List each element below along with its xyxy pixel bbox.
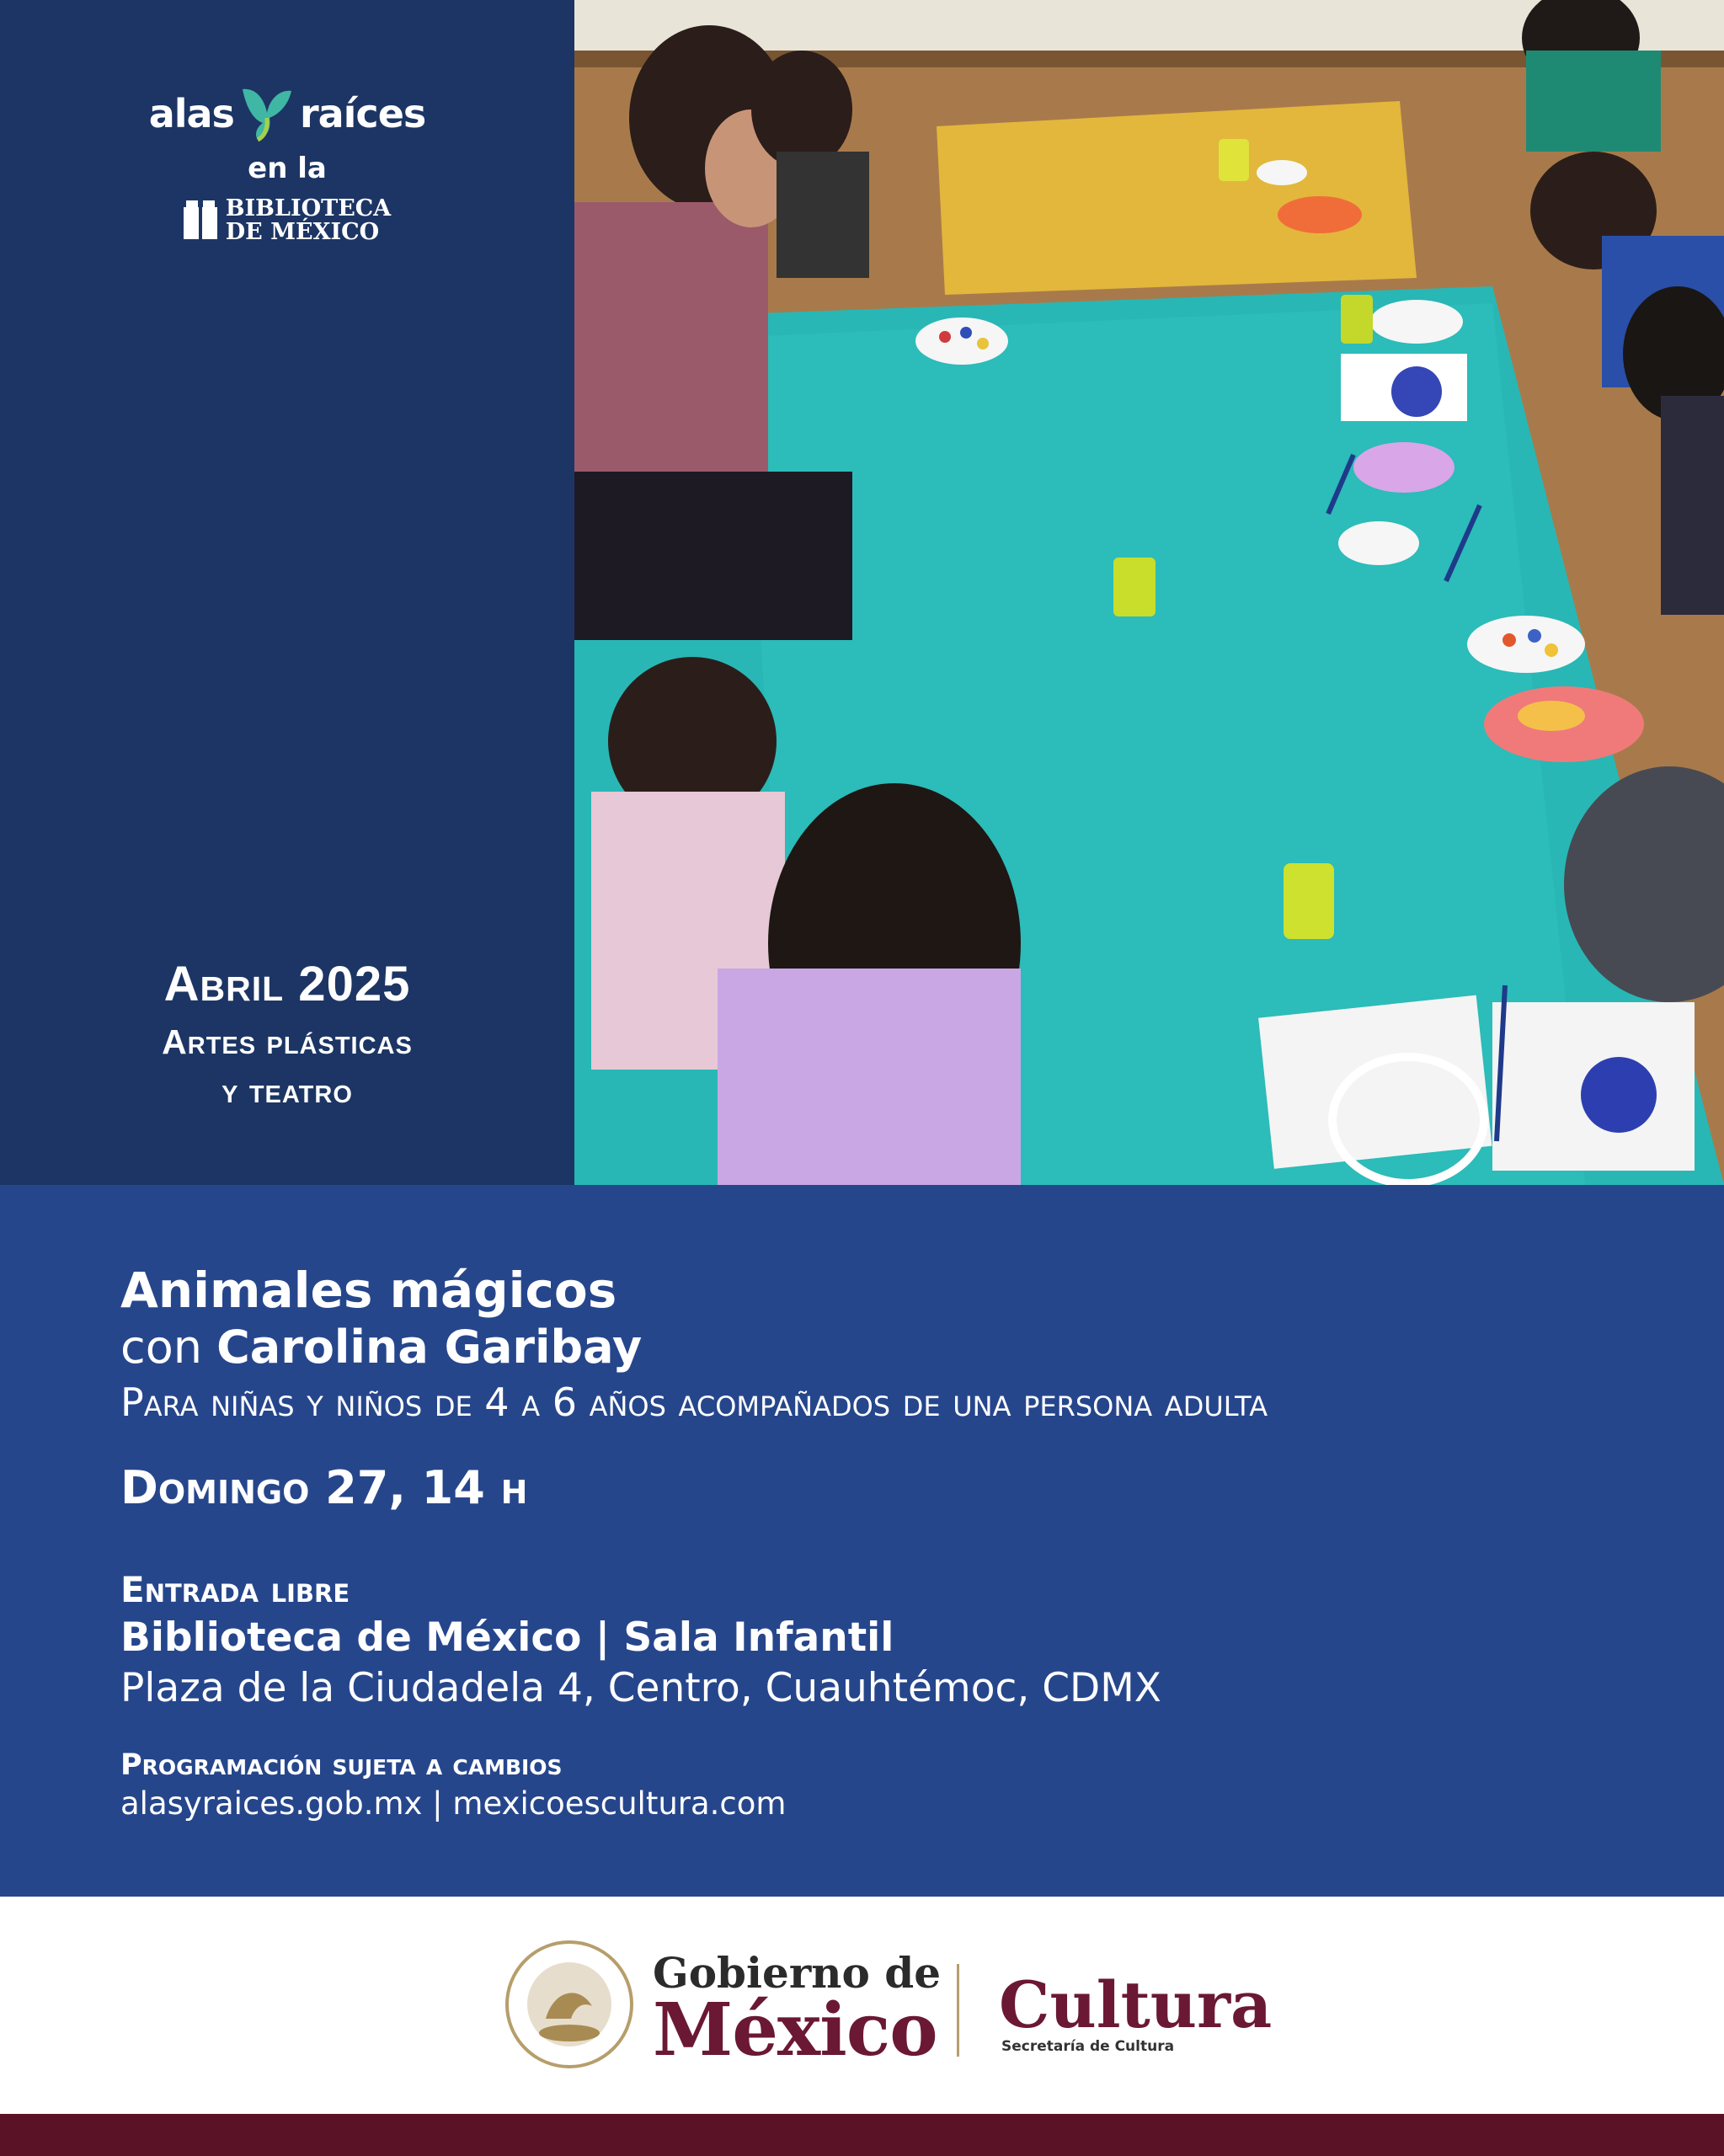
national-seal-icon xyxy=(504,1939,635,2070)
brand-panel xyxy=(0,0,574,1185)
biblioteca-de-mexico-logo xyxy=(184,197,392,244)
website-links[interactable]: alasyraices.gob.mx | mexicoescultura.com xyxy=(120,1785,787,1822)
cultura-logo xyxy=(999,1967,1273,2055)
bottom-bar xyxy=(0,2114,1724,2156)
presenter-name: Carolina Garibay xyxy=(216,1321,643,1374)
event-venue: Biblioteca de México | Sala Infantil xyxy=(120,1614,894,1661)
workshop-photo xyxy=(574,0,1724,1185)
event-date: Domingo 27, 14 h xyxy=(120,1461,528,1514)
footer xyxy=(0,1897,1724,2114)
schedule-note: Programación sujeta a cambios xyxy=(120,1748,563,1782)
program-caption xyxy=(0,956,574,1115)
gob-line-2: México xyxy=(653,1988,937,2073)
cultura-subtitle: Secretaría de Cultura xyxy=(1001,2038,1175,2055)
event-entry: Entrada libre xyxy=(120,1569,350,1610)
brand-block xyxy=(0,84,574,244)
library-line-2: DE MÉXICO xyxy=(225,219,380,245)
open-book-icon xyxy=(184,200,217,241)
logo-divider xyxy=(957,1964,959,2057)
presenter-prefix: con xyxy=(120,1321,202,1374)
logo-text-raices: raíces xyxy=(299,91,426,136)
gobierno-de-mexico-logo xyxy=(653,1948,942,2073)
logo-text-alas: alas xyxy=(148,91,234,136)
event-title: Animales mágicos xyxy=(120,1262,617,1319)
program-category-line-2: y teatro xyxy=(222,1071,353,1110)
gob-line-1: Gobierno de xyxy=(653,1948,942,1998)
cultura-title: Cultura xyxy=(999,1967,1273,2042)
event-info xyxy=(0,1185,1724,1897)
event-audience: Para niñas y niños de 4 a 6 años acompañados de una persona adulta xyxy=(120,1380,1268,1425)
y-leaf-logo-icon xyxy=(239,84,295,143)
event-presenter xyxy=(120,1320,1690,1375)
alas-y-raices-logo xyxy=(149,84,426,143)
brand-sub: en la xyxy=(248,152,327,185)
library-line-1: BIBLIOTECA xyxy=(225,195,392,221)
event-address: Plaza de la Ciudadela 4, Centro, Cuauhtémoc, CDMX xyxy=(120,1665,1161,1711)
program-category-line-1: Artes plásticas xyxy=(162,1022,413,1061)
program-month: Abril 2025 xyxy=(163,957,411,1011)
children-painting-photo-image xyxy=(574,0,1724,1185)
